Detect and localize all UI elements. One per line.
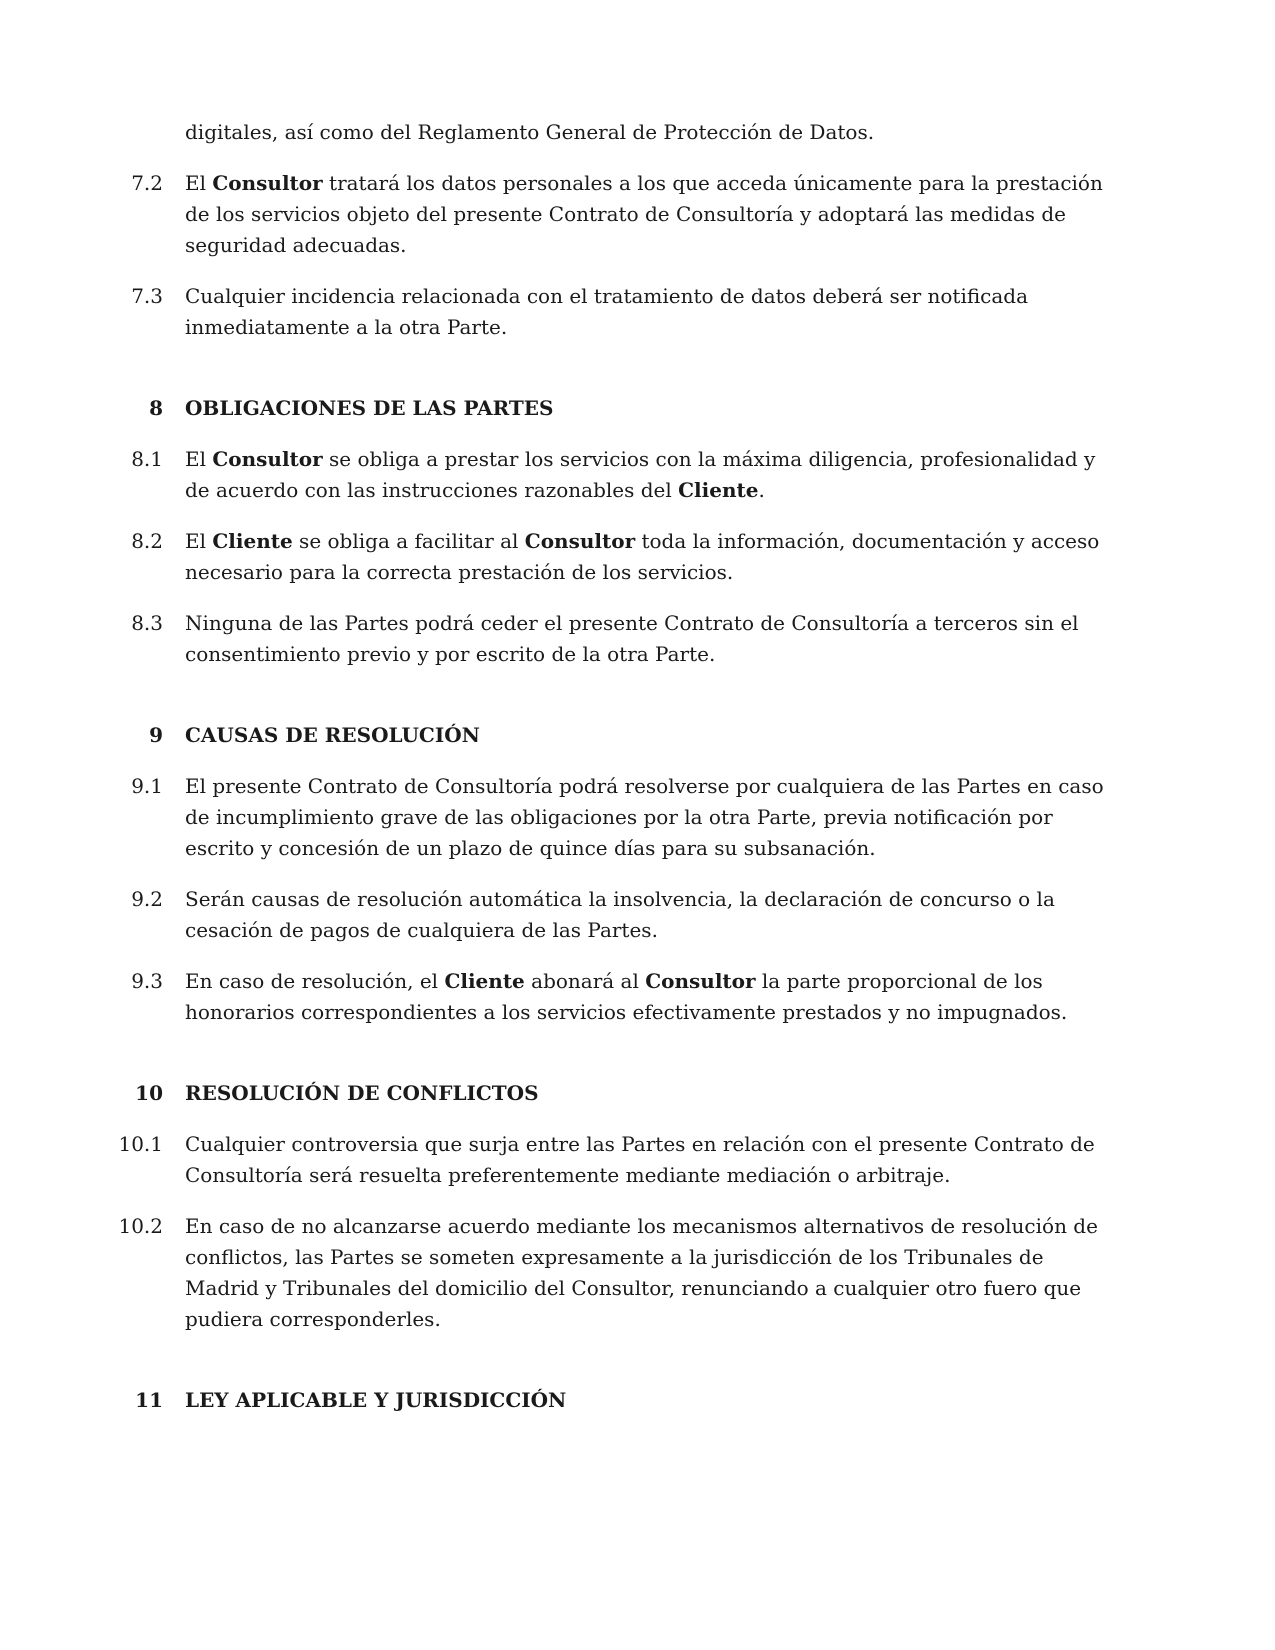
document-body <box>0 117 1275 1436</box>
party-name-bold: Consultor <box>212 447 323 471</box>
text-run: El <box>185 529 213 553</box>
party-name-bold: Cliente <box>444 969 525 993</box>
clause-9-1 <box>0 771 1275 864</box>
section-heading-9 <box>0 720 1275 751</box>
section-title: LEY APLICABLE Y JURISDICCIÓN <box>185 1388 567 1412</box>
clause-7-2 <box>0 168 1275 261</box>
clause-number: 7.2 <box>131 171 163 195</box>
clause-text <box>185 526 1115 588</box>
clause-text: El presente Contrato de Consultoría podrá resolverse por cualquiera de las Partes en caso de incumplimiento grave de las obligaciones por la otra Parte, previa notificación por escrito y concesión de un plazo de quince días para su subsanación. <box>185 774 1104 860</box>
text-run: toda la información, documentación y acceso necesario para la correcta prestación de los servicios. <box>185 529 1100 584</box>
section-heading-8 <box>0 393 1275 424</box>
clause-text <box>185 168 1115 261</box>
text-run: El <box>185 171 213 195</box>
section-number: 10 <box>135 1081 163 1105</box>
text-run: tratará los datos personales a los que acceda únicamente para la prestación de los servicios objeto del presente Contrato de Consultoría y adoptará las medidas de seguridad adecuadas. <box>185 171 1103 257</box>
clause-number: 8.3 <box>131 611 163 635</box>
clause-10-2 <box>0 1211 1275 1335</box>
clause-text: Serán causas de resolución automática la insolvencia, la declaración de concurso o la cesación de pagos de cualquiera de las Partes. <box>185 887 1055 942</box>
clause-8-3 <box>0 608 1275 670</box>
party-name-bold: Consultor <box>524 529 636 553</box>
clause-number: 8.1 <box>131 447 163 471</box>
text-run: El <box>185 447 213 471</box>
section-number: 9 <box>149 723 163 747</box>
section-number: 8 <box>149 396 163 420</box>
clause-10-1 <box>0 1129 1275 1191</box>
clause-7-1-continuation <box>0 117 1275 148</box>
section-heading-10 <box>0 1078 1275 1109</box>
clause-number: 9.2 <box>131 887 163 911</box>
text-run: En caso de resolución, el <box>185 969 445 993</box>
clause-number: 10.1 <box>118 1132 163 1156</box>
text-run: abonará al <box>524 969 646 993</box>
clause-9-3 <box>0 966 1275 1028</box>
clause-8-2 <box>0 526 1275 588</box>
party-name-bold: Cliente <box>678 478 759 502</box>
section-number: 11 <box>135 1388 163 1412</box>
clause-text: Cualquier incidencia relacionada con el tratamiento de datos deberá ser notificada inmediatamente a la otra Parte. <box>185 284 1029 339</box>
clause-text: En caso de no alcanzarse acuerdo mediante los mecanismos alternativos de resolución de conflictos, las Partes se someten expresamente a la jurisdicción de los Tribunales de Madrid y Tribunales del domicilio del Consultor, renunciando a cualquier otro fuero que pudiera corresponderles. <box>185 1214 1098 1331</box>
text-run: se obliga a facilitar al <box>292 529 525 553</box>
clause-number: 9.1 <box>131 774 163 798</box>
clause-9-2 <box>0 884 1275 946</box>
party-name-bold: Cliente <box>212 529 293 553</box>
clause-text <box>185 966 1115 1028</box>
section-title: CAUSAS DE RESOLUCIÓN <box>185 723 480 747</box>
text-run: la parte proporcional de los honorarios correspondientes a los servicios efectivamente prestados y no impugnados. <box>185 969 1068 1024</box>
clause-text: Ninguna de las Partes podrá ceder el presente Contrato de Consultoría a terceros sin el consentimiento previo y por escrito de la otra Parte. <box>185 611 1079 666</box>
clause-number: 9.3 <box>131 969 163 993</box>
party-name-bold: Consultor <box>212 171 323 195</box>
clause-8-1 <box>0 444 1275 506</box>
clause-7-3 <box>0 281 1275 343</box>
clause-text: Cualquier controversia que surja entre las Partes en relación con el presente Contrato de Consultoría será resuelta preferentemente mediante mediación o arbitraje. <box>185 1132 1095 1187</box>
clause-text: digitales, así como del Reglamento General de Protección de Datos. <box>185 120 875 144</box>
text-run: se obliga a prestar los servicios con la máxima diligencia, profesionalidad y de acuerdo con las instrucciones razonables del <box>185 447 1096 502</box>
party-name-bold: Consultor <box>645 969 756 993</box>
clause-number: 7.3 <box>131 284 163 308</box>
section-title: OBLIGACIONES DE LAS PARTES <box>185 396 554 420</box>
section-heading-11 <box>0 1385 1275 1416</box>
section-title: RESOLUCIÓN DE CONFLICTOS <box>185 1081 539 1105</box>
clause-number: 10.2 <box>118 1214 163 1238</box>
clause-text <box>185 444 1115 506</box>
text-run: . <box>758 478 765 502</box>
clause-number: 8.2 <box>131 529 163 553</box>
